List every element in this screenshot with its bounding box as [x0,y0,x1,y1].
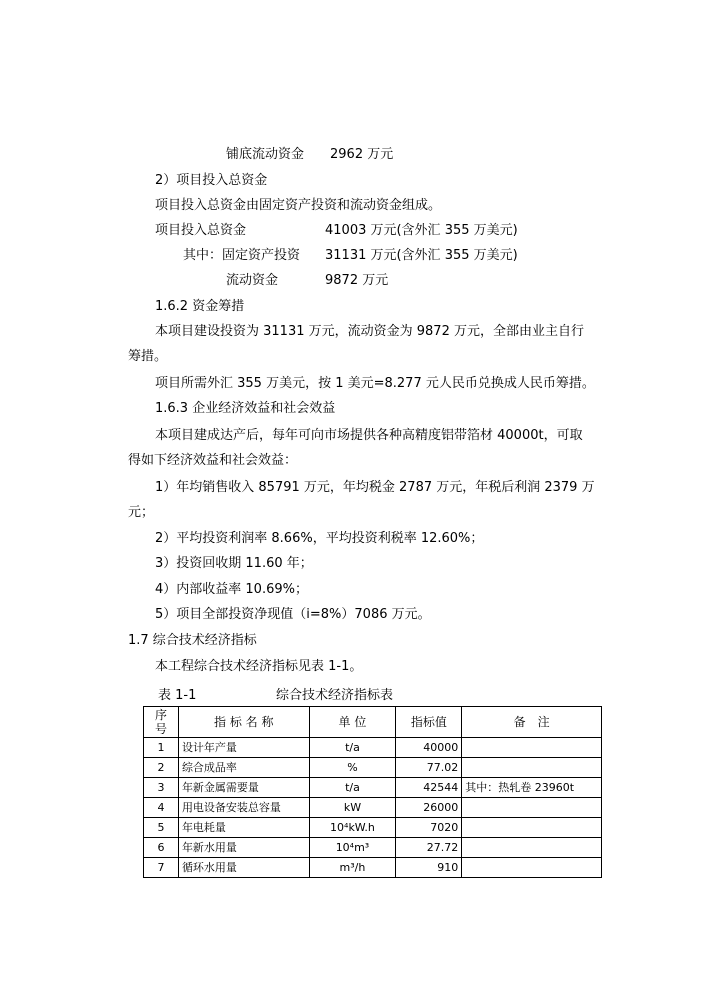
label: 项目投入总资金 [155,223,247,238]
indicator-table [143,706,602,878]
funding-line-1: 本项目建设投资为 31131 万元，流动资金为 9872 万元，全部由业主自行 [155,324,584,339]
total-investment-line [155,222,518,240]
value: 9872 万元 [325,273,389,288]
row-value: 77.02 [396,758,462,778]
label: 流动资金 [226,273,279,288]
table-row [144,798,602,818]
row-seq: 2 [144,758,179,778]
row-name: 年电耗量 [178,818,309,838]
benefit-item-1-line-2: 元； [128,505,155,520]
header-unit: 单 位 [309,707,396,738]
row-seq: 6 [144,838,179,858]
row-seq: 7 [144,858,179,878]
row-name: 循环水用量 [178,858,309,878]
value: 2962 万元 [330,147,394,162]
row-value: 7020 [396,818,462,838]
forex-line: 项目所需外汇 355 万美元，按 1 美元=8.277 元人民币兑换成人民币筹措。 [155,376,595,391]
benefit-line-1: 本项目建成达产后，每年可向市场提供各种高精度铝带箔材 40000t，可取 [155,428,583,443]
benefit-item-3: 3）投资回收期 11.60 年； [155,556,313,571]
row-remark: 其中：热轧卷 23960t [462,778,602,798]
label: 铺底流动资金 [226,147,305,162]
table-caption-title: 综合技术经济指标表 [276,688,394,703]
funding-line-2: 筹措。 [128,349,168,364]
row-value: 40000 [396,738,462,758]
working-capital-line [226,272,388,290]
heading-1-7: 1.7 综合技术经济指标 [128,633,257,648]
heading-1-6-2: 1.6.2 资金筹措 [155,299,245,314]
row-unit: % [309,758,396,778]
row-remark [462,758,602,778]
row-value: 42544 [396,778,462,798]
row-remark [462,818,602,838]
row-unit: 10⁴kW.h [309,818,396,838]
row-unit: t/a [309,778,396,798]
row-name: 年新金属需要量 [178,778,309,798]
value: 41003 万元(含外汇 355 万美元) [325,223,518,238]
row-name: 用电设备安装总容量 [178,798,309,818]
row-seq: 3 [144,778,179,798]
row-unit: 10⁴m³ [309,838,396,858]
row-unit: kW [309,798,396,818]
benefit-item-2: 2）平均投资利润率 8.66%，平均投资利税率 12.60%； [155,531,484,546]
table-row [144,738,602,758]
row-remark [462,858,602,878]
row-unit: t/a [309,738,396,758]
benefit-item-5: 5）项目全部投资净现值（i=8%）7086 万元。 [155,607,431,622]
table-header-row [144,707,602,738]
table-row [144,778,602,798]
row-value: 27.72 [396,838,462,858]
row-seq: 5 [144,818,179,838]
benefit-item-1-line-1: 1）年均销售收入 85791 万元，年均税金 2787 万元，年税后利润 2379 万 [155,480,595,495]
heading-1-6-3: 1.6.3 企业经济效益和社会效益 [155,401,336,416]
row-value: 910 [396,858,462,878]
header-seq [144,707,179,738]
benefit-item-4: 4）内部收益率 10.69%； [155,582,308,597]
row-value: 26000 [396,798,462,818]
value: 31131 万元(含外汇 355 万美元) [325,248,518,263]
table-caption-number: 表 1-1 [158,688,197,703]
label: 其中：固定资产投资 [183,248,301,263]
table-row [144,758,602,778]
row-seq: 1 [144,738,179,758]
intro-1-7: 本工程综合技术经济指标见表 1-1。 [155,659,363,674]
row-unit: m³/h [309,858,396,878]
total-investment-desc: 项目投入总资金由固定资产投资和流动资金组成。 [155,198,442,213]
working-capital-base-line [226,146,393,164]
row-seq: 4 [144,798,179,818]
table-row [144,818,602,838]
row-name: 设计年产量 [178,738,309,758]
heading-total-investment: 2）项目投入总资金 [155,173,268,188]
fixed-assets-line [183,247,518,265]
row-name: 年新水用量 [178,838,309,858]
header-seq-line2: 号 [154,722,167,736]
row-remark [462,798,602,818]
row-remark [462,738,602,758]
header-value: 指标值 [396,707,462,738]
header-name: 指 标 名 称 [178,707,309,738]
benefit-line-2: 得如下经济效益和社会效益： [128,453,298,468]
table-row [144,858,602,878]
row-name: 综合成品率 [178,758,309,778]
header-seq-line1: 序 [154,708,167,722]
row-remark [462,838,602,858]
header-remark: 备 注 [462,707,602,738]
table-row [144,838,602,858]
